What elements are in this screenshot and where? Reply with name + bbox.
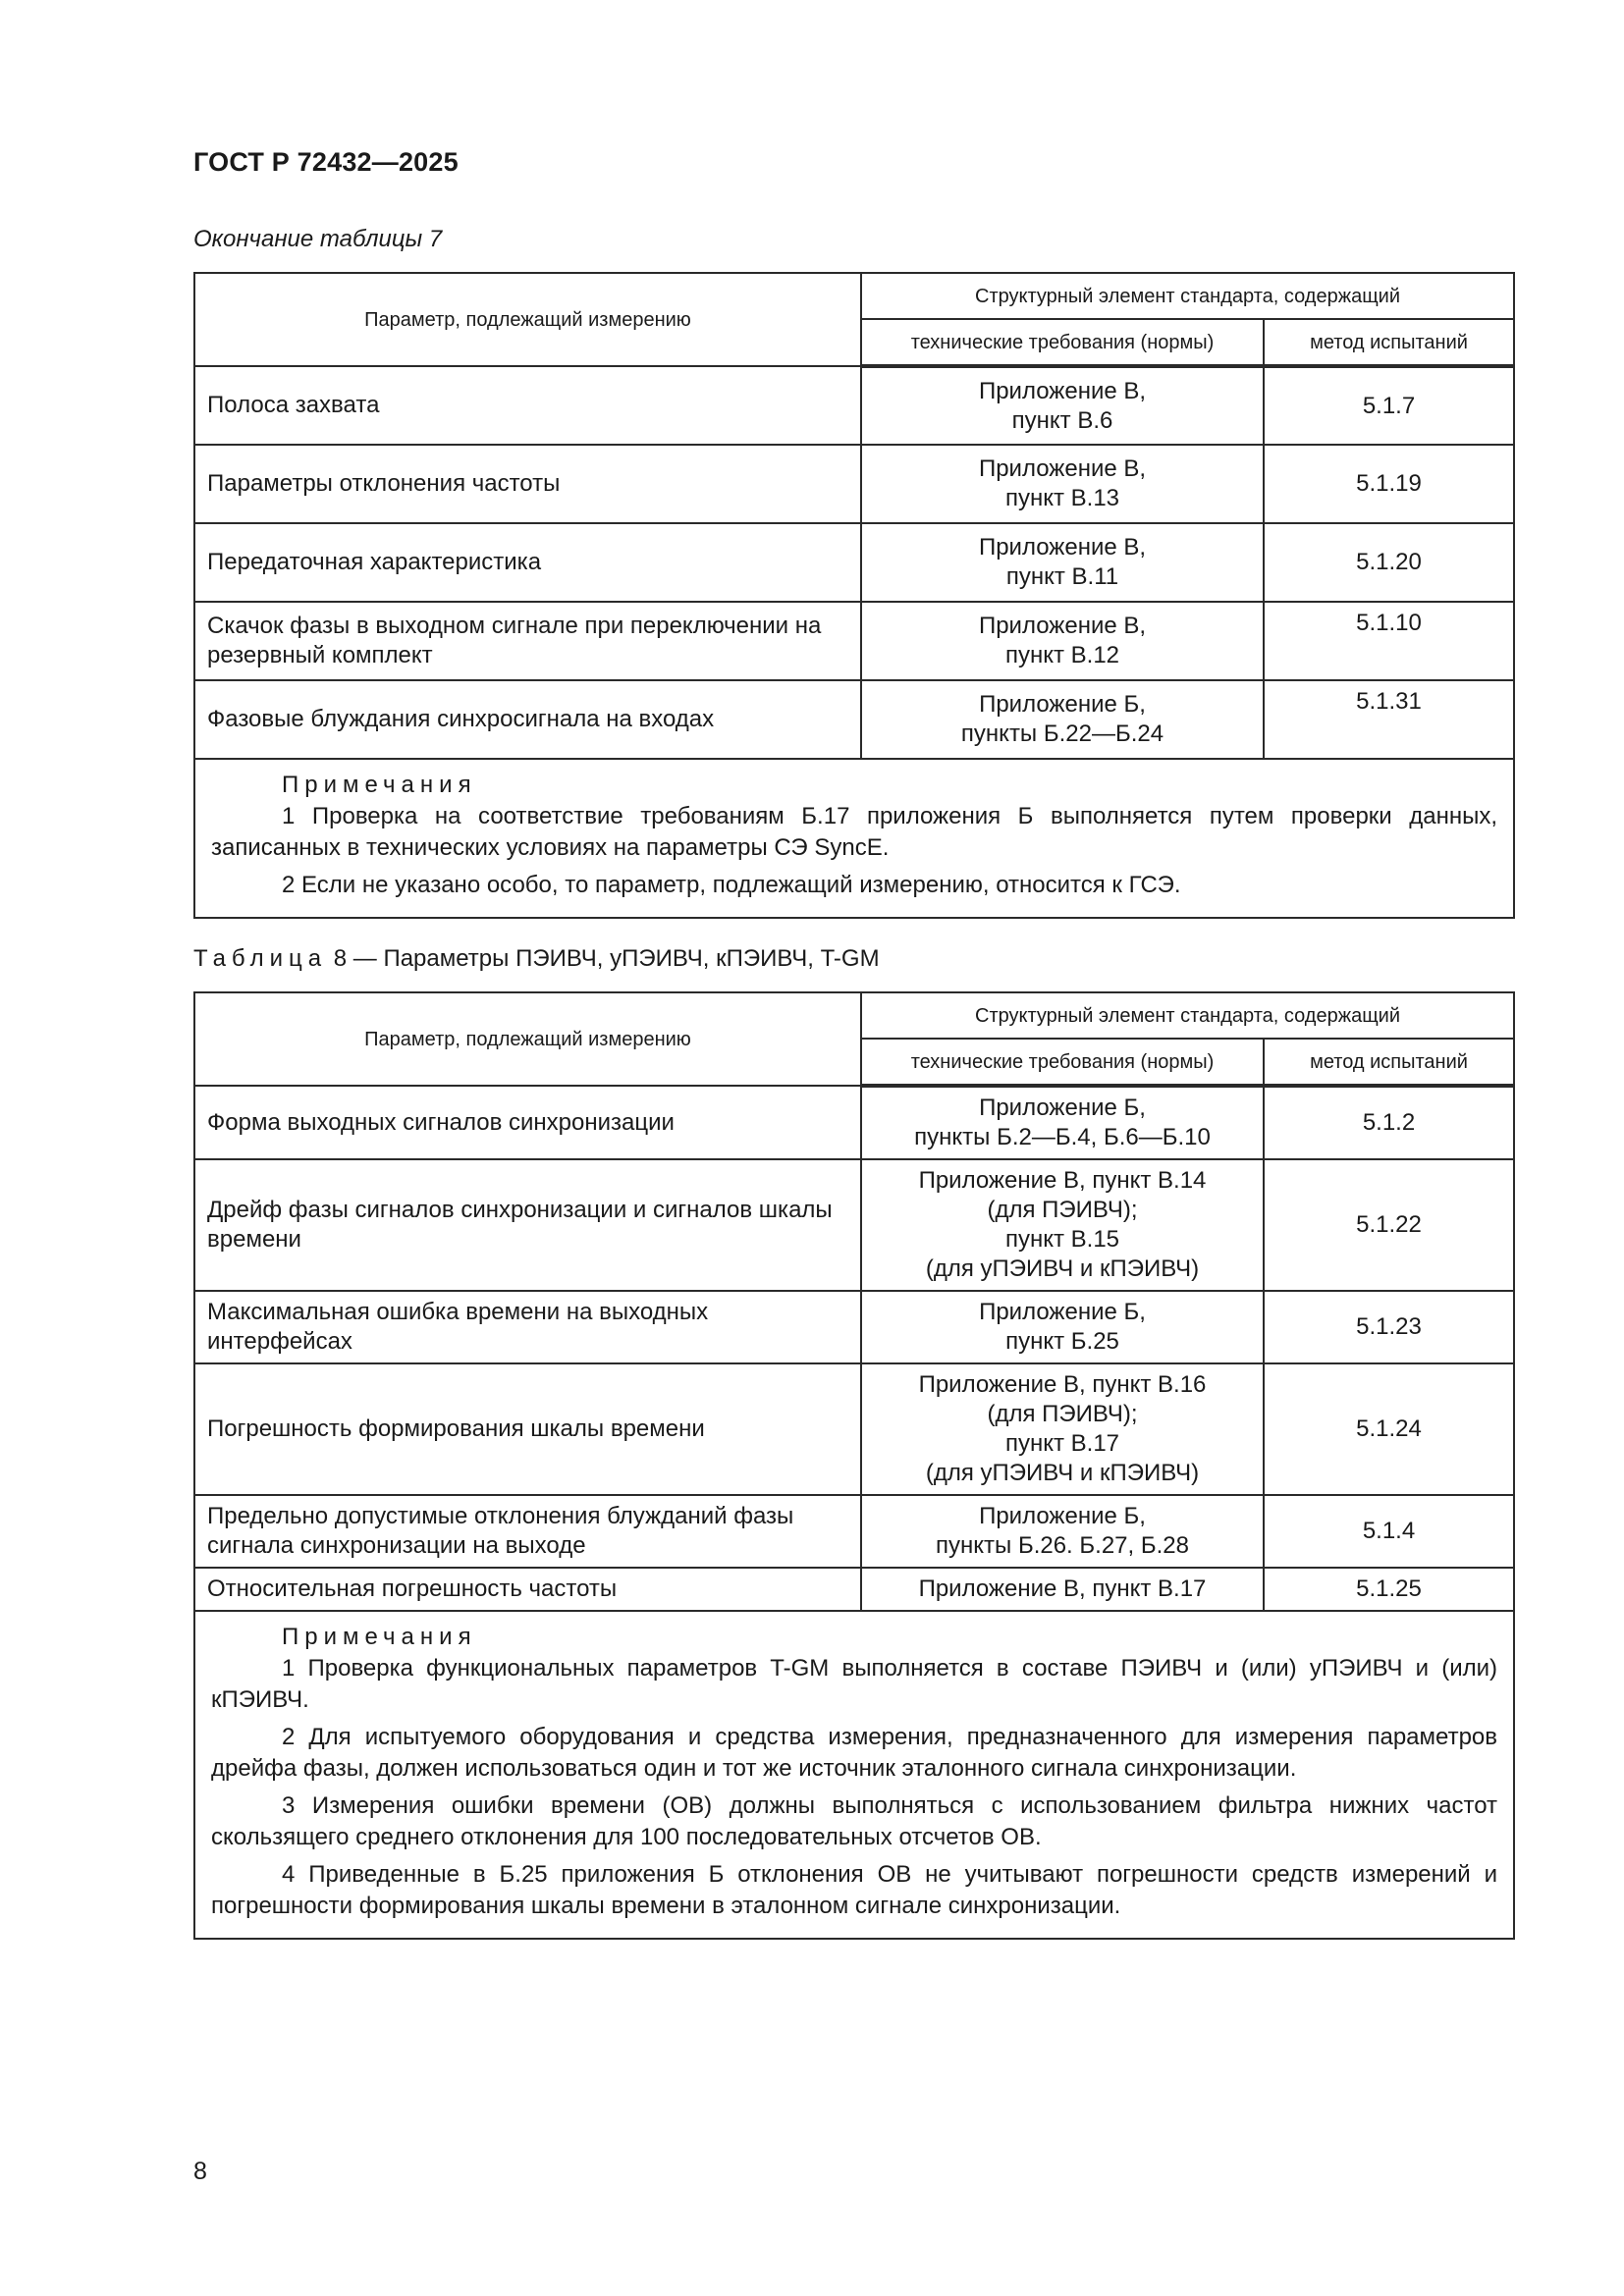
requirement-line: (для ПЭИВЧ); (987, 1197, 1138, 1223)
table-row (194, 1495, 1514, 1568)
table-row (194, 1086, 1514, 1159)
table-row (194, 523, 1514, 602)
requirement-line: Приложение Б, (979, 691, 1146, 718)
cell-parameter: Фазовые блуждания синхросигнала на входах (194, 680, 861, 759)
table8-header-method: метод испытаний (1264, 1039, 1514, 1086)
cell-parameter: Относительная погрешность частоты (194, 1568, 861, 1611)
requirement-line: пункт В.11 (1005, 563, 1119, 590)
cell-requirements (861, 1159, 1264, 1291)
requirement-line: пункт В.17 (1004, 1430, 1120, 1457)
table7-continuation-caption: Окончание таблицы 7 (193, 226, 443, 252)
table8-header-req: технические требования (нормы) (861, 1039, 1264, 1086)
cell-test-method: 5.1.22 (1264, 1159, 1514, 1291)
requirement-line: (для уПЭИВЧ и кПЭИВЧ) (925, 1460, 1200, 1486)
requirement-line: (для уПЭИВЧ и кПЭИВЧ) (925, 1255, 1200, 1282)
requirement-line: Приложение В, пункт В.14 (918, 1167, 1207, 1194)
requirement-line: (для ПЭИВЧ); (987, 1401, 1138, 1427)
table-row (194, 1291, 1514, 1363)
cell-test-method: 5.1.4 (1264, 1495, 1514, 1568)
table7-header-method: метод испытаний (1264, 319, 1514, 366)
table8-caption (193, 945, 880, 973)
requirement-line: пункты Б.26. Б.27, Б.28 (936, 1532, 1189, 1559)
requirement-line: пункты Б.2—Б.4, Б.6—Б.10 (914, 1124, 1211, 1150)
cell-test-method: 5.1.25 (1264, 1568, 1514, 1611)
table-row (194, 1568, 1514, 1611)
requirement-line: Приложение В, пункт В.16 (918, 1371, 1207, 1398)
table7 (193, 272, 1515, 919)
cell-parameter: Предельно допустимые отклонения блужданий фазы сигнала синхронизации на выходе (194, 1495, 861, 1568)
table8-caption-word: Таблица (193, 945, 328, 972)
table7-notes-list (211, 801, 1497, 901)
requirement-line: пункт В.13 (1004, 485, 1120, 511)
cell-test-method: 5.1.10 (1264, 602, 1514, 680)
table8-notes-title: Примечания (282, 1624, 477, 1650)
table-row (194, 602, 1514, 680)
requirement-line: Приложение Б, (979, 1095, 1146, 1121)
note-item: 3 Измерения ошибки времени (ОВ) должны выполняться с использованием фильтра нижних частот скользящего среднего отклонения для 100 последовательных отсчетов ОВ. (211, 1792, 1498, 1850)
requirement-line: пункт В.12 (1004, 642, 1120, 668)
cell-requirements (861, 1495, 1264, 1568)
requirement-line: пункт В.6 (1011, 406, 1113, 434)
cell-test-method: 5.1.19 (1264, 445, 1514, 523)
page-number: 8 (193, 2158, 207, 2185)
table8 (193, 991, 1515, 1940)
cell-test-method: 5.1.2 (1264, 1086, 1514, 1159)
cell-requirements (861, 445, 1264, 523)
cell-parameter: Скачок фазы в выходном сигнале при переключении на резервный комплект (194, 602, 861, 680)
table7-header-param: Параметр, подлежащий измерению (194, 273, 861, 366)
cell-requirements (861, 602, 1264, 680)
requirement-line: пункты Б.22—Б.24 (960, 721, 1164, 747)
requirement-line: Приложение Б, (979, 1503, 1146, 1529)
table-row (194, 445, 1514, 523)
note-item: 2 Для испытуемого оборудования и средства измерения, предназначенного для измерения параметров дрейфа фазы, должен использоваться один и тот же источник эталонного сигнала синхронизации. (211, 1724, 1498, 1782)
requirement-line: Приложение В, (978, 613, 1147, 639)
note-item: 1 Проверка на соответствие требованиям Б.17 приложения Б выполняется путем проверки данных, записанных в технических условиях на параметры СЭ SyncE. (211, 803, 1498, 861)
cell-requirements (861, 1568, 1264, 1611)
table8-notes-list (211, 1653, 1497, 1922)
table-row (194, 680, 1514, 759)
cell-requirements (861, 523, 1264, 602)
table8-body (194, 1086, 1514, 1611)
cell-test-method: 5.1.23 (1264, 1291, 1514, 1363)
cell-parameter: Дрейф фазы сигналов синхронизации и сигналов шкалы времени (194, 1159, 861, 1291)
requirement-line: Приложение В, (978, 455, 1147, 482)
requirement-line: пункт Б.25 (1005, 1328, 1119, 1355)
table8-header-group: Структурный элемент стандарта, содержащий (861, 992, 1514, 1039)
table-row (194, 366, 1514, 445)
cell-parameter: Параметры отклонения частоты (194, 445, 861, 523)
cell-test-method: 5.1.31 (1264, 680, 1514, 759)
cell-parameter: Максимальная ошибка времени на выходных интерфейсах (194, 1291, 861, 1363)
cell-test-method: 5.1.24 (1264, 1363, 1514, 1495)
cell-parameter: Форма выходных сигналов синхронизации (194, 1086, 861, 1159)
cell-requirements (861, 680, 1264, 759)
table7-body (194, 366, 1514, 759)
note-item: 1 Проверка функциональных параметров T-GM выполняется в составе ПЭИВЧ и (или) уПЭИВЧ и (или) кПЭИВЧ. (211, 1655, 1498, 1713)
table-row (194, 1363, 1514, 1495)
cell-parameter: Полоса захвата (194, 366, 861, 445)
table8-caption-title: 8 — Параметры ПЭИВЧ, уПЭИВЧ, кПЭИВЧ, T-GM (327, 945, 880, 972)
cell-parameter: Погрешность формирования шкалы времени (194, 1363, 861, 1495)
table8-header-param: Параметр, подлежащий измерению (194, 992, 861, 1086)
requirement-line: Приложение Б, (979, 1299, 1146, 1325)
document-id-header: ГОСТ Р 72432—2025 (193, 147, 459, 177)
table7-notes-title: Примечания (282, 772, 477, 798)
cell-test-method: 5.1.20 (1264, 523, 1514, 602)
cell-requirements (861, 1086, 1264, 1159)
note-item: 2 Если не указано особо, то параметр, подлежащий измерению, относится к ГСЭ. (282, 872, 1181, 898)
table8-notes (194, 1611, 1514, 1939)
cell-test-method: 5.1.7 (1264, 366, 1514, 445)
requirement-line: Приложение В, (978, 377, 1147, 404)
note-item: 4 Приведенные в Б.25 приложения Б отклонения ОВ не учитывают погрешности средств измерений и погрешности формирования шкалы времени в эталонном сигнале синхронизации. (211, 1861, 1498, 1919)
cell-parameter: Передаточная характеристика (194, 523, 861, 602)
table7-header-group: Структурный элемент стандарта, содержащий (861, 273, 1514, 319)
cell-requirements (861, 1291, 1264, 1363)
cell-requirements (861, 366, 1264, 445)
table7-header-req: технические требования (нормы) (861, 319, 1264, 366)
requirement-line: Приложение В, (978, 534, 1147, 561)
table-row (194, 1159, 1514, 1291)
cell-requirements (861, 1363, 1264, 1495)
table7-notes (194, 759, 1514, 918)
requirement-line: пункт В.15 (1004, 1226, 1120, 1253)
requirement-line: Приложение В, пункт В.17 (918, 1575, 1207, 1602)
